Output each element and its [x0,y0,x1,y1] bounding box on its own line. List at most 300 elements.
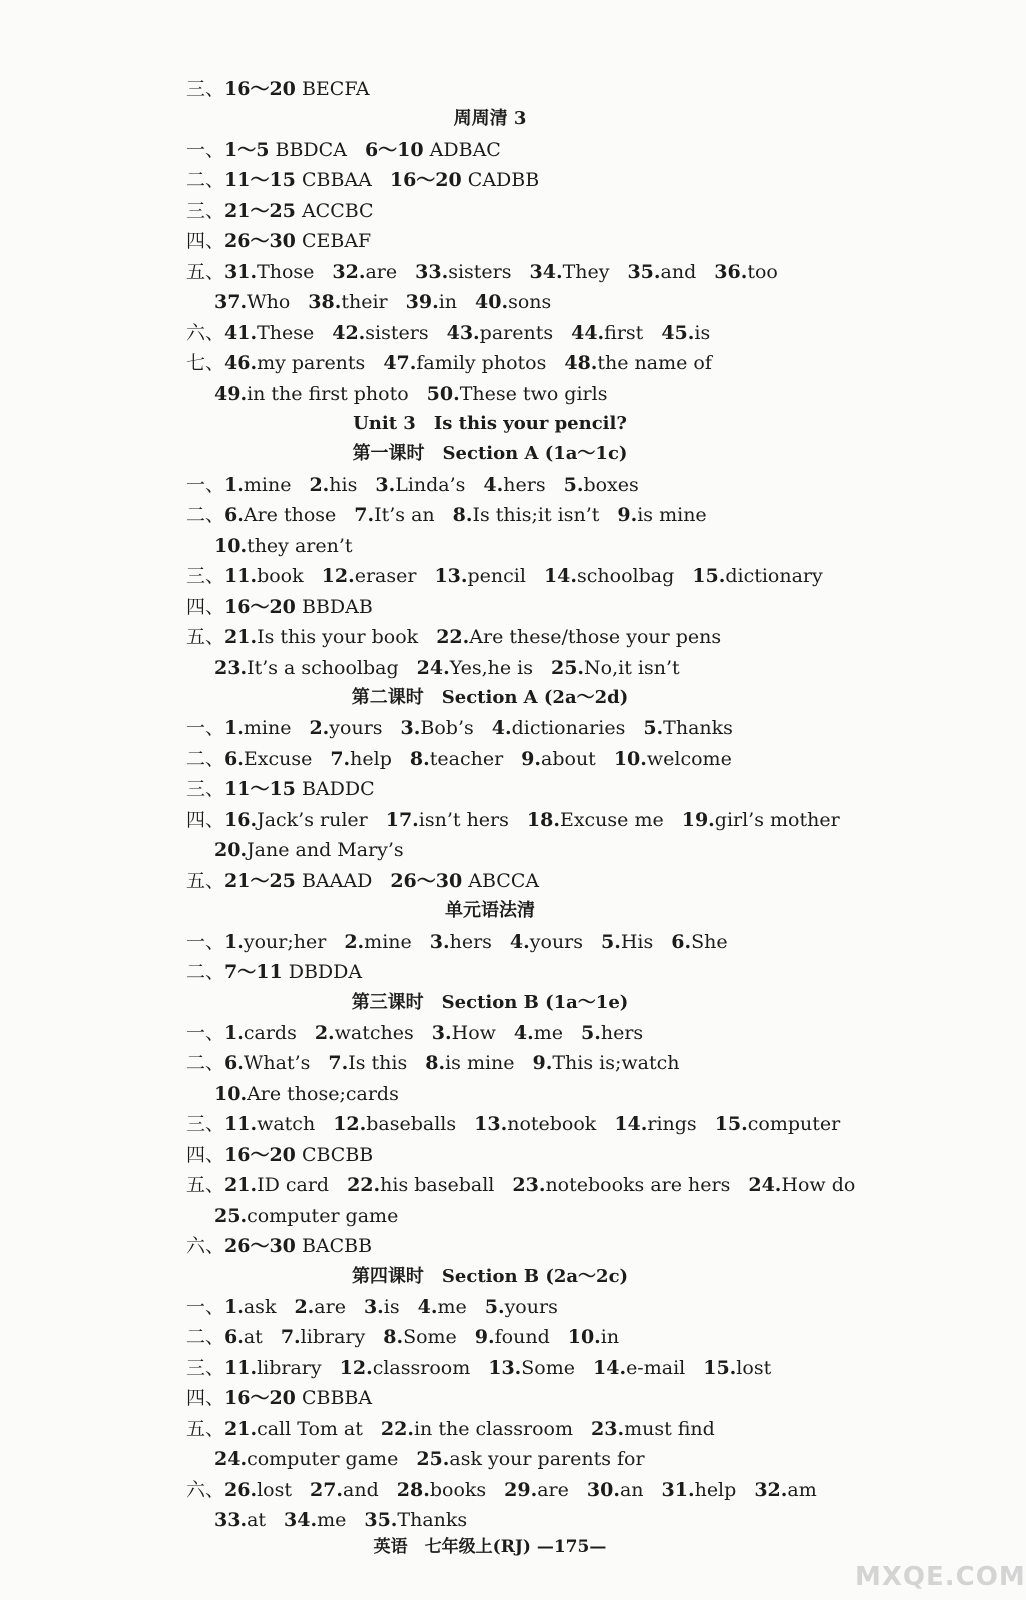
answer-text: and [660,260,697,283]
answer-text: Excuse [243,747,313,770]
question-number: 47. [383,352,417,375]
answer-item [315,1018,414,1048]
question-number: 35. [364,1509,398,1532]
question-number: 1. [224,1296,244,1318]
question-number: 1. [224,717,244,740]
answer-text: in the first photo [247,382,409,405]
question-number: 9. [617,504,638,527]
answer-text: These [257,321,315,344]
question-number: 24. [416,656,450,679]
answer-item [390,165,539,195]
answer-item [224,257,314,287]
question-number: 7. [330,747,351,770]
answer-line [186,592,391,622]
question-number: 18. [526,808,560,831]
question-number: 43. [446,321,480,344]
question-number: 33. [214,1509,248,1532]
answer-item [214,1505,266,1535]
answer-line [186,348,730,378]
answer-line-continued [214,1505,485,1535]
question-number: 22. [436,626,470,649]
question-number: 5. [581,1021,601,1044]
part-marker: 二、 [186,169,225,192]
answer-text: at [243,1326,263,1349]
answer-line [186,1383,390,1413]
answer-line [186,1018,661,1048]
answer-item [661,318,710,348]
answer-line [186,1140,391,1170]
question-number: 11～15 [224,778,296,801]
answer-text: e-mail [626,1356,686,1379]
answer-text: Thanks [663,717,733,740]
question-number: 15. [714,1113,748,1136]
answer-text: in the classroom [413,1417,574,1440]
question-number: 5. [643,717,664,740]
question-number: 49. [214,382,248,405]
answer-text: is mine [637,504,707,527]
question-number: 32. [332,260,366,283]
answer-line [186,1231,390,1261]
answer-text: hers [503,473,546,496]
answer-text: girl’s mother [714,808,840,831]
answer-text: What’s [243,1052,311,1075]
answer-item [397,1475,486,1505]
answer-item [662,1475,737,1505]
answer-item [425,1048,514,1078]
answer-item [593,1353,685,1383]
question-number: 10. [214,534,248,557]
answer-item [330,744,392,774]
answer-text: are [537,1478,569,1501]
part-marker: 三、 [186,565,225,588]
answer-item [410,744,503,774]
section-heading: Unit 3 Is this your pencil? [353,412,627,434]
answer-text: computer [747,1113,841,1136]
question-number: 4. [509,930,530,953]
answer-item [310,1475,379,1505]
answer-text: found [494,1326,550,1349]
answer-item [692,561,822,591]
answer-item [224,74,370,104]
question-number: 27. [309,1478,344,1501]
answer-line [186,500,725,530]
answer-text: CBBBA [295,1387,373,1410]
answer-text: lost [736,1356,772,1379]
answer-item [417,653,533,683]
answer-item [571,318,643,348]
question-number: 8. [452,504,473,527]
answer-item [375,470,465,500]
answer-text: notebook [507,1113,597,1136]
answer-item [617,500,706,530]
answer-line [186,622,739,652]
answer-text: is [694,321,711,344]
answer-item [224,318,314,348]
answer-item [383,348,546,378]
question-number: 4. [513,1021,534,1044]
question-number: 12. [333,1113,367,1136]
answer-item [754,1475,816,1505]
question-number: 25. [550,656,585,679]
answer-text: Linda’s [395,473,466,496]
answer-text: am [787,1478,817,1501]
section-heading: 单元语法清 [445,900,535,922]
answer-item [748,1170,855,1200]
answer-text: watches [334,1021,414,1044]
answer-text: call Tom at [257,1417,363,1440]
answer-text: Who [247,291,291,314]
answer-text: mine [364,930,412,953]
answer-item [224,805,368,835]
part-marker: 五、 [186,869,225,892]
answer-item [214,531,353,561]
answer-text: ADBAC [423,138,501,161]
answer-item [715,1109,841,1139]
question-number: 45. [661,321,695,344]
answer-line [186,805,858,835]
question-number: 26. [224,1478,258,1501]
answer-text: mine [243,717,292,740]
answer-text: ask your parents for [449,1448,645,1471]
answer-text: books [429,1478,487,1501]
answer-line [186,713,751,743]
answer-line [186,1292,576,1322]
question-number: 21～25 [224,199,296,222]
question-number: 33. [415,260,449,283]
answer-text: is [383,1296,400,1318]
answer-item [224,561,304,591]
answer-text: No,it isn’t [584,656,680,679]
question-number: 10. [214,1082,248,1105]
part-marker: 一、 [186,930,225,953]
answer-text: in [600,1326,620,1349]
answer-item [354,500,434,530]
question-number: 3. [363,1296,384,1318]
question-number: 15. [703,1356,737,1379]
answer-text: yours [504,1296,558,1318]
answer-item [432,1018,496,1048]
question-number: 42. [332,321,366,344]
question-number: 30. [586,1478,620,1501]
answer-item [294,1292,346,1322]
answer-item [533,1048,680,1078]
answer-line-continued [214,531,371,561]
answer-text: me [317,1509,347,1532]
question-number: 44. [571,321,605,344]
answer-item [333,1109,456,1139]
answer-text: How do [781,1174,856,1197]
answer-item [224,1048,310,1078]
question-number: 6. [671,930,692,953]
answer-item [492,713,626,743]
answer-item [224,744,312,774]
question-number: 1～5 [224,138,270,161]
answer-line [186,744,750,774]
answer-line [186,1109,858,1139]
answer-item [682,805,840,835]
answer-line [186,226,389,256]
answer-line [186,1322,637,1352]
answer-item [224,196,374,226]
answer-line-continued [214,1201,416,1231]
answer-text: Are these/those your pens [469,626,722,649]
question-number: 12. [339,1356,373,1379]
question-number: 16. [224,808,258,831]
question-number: 3. [400,717,421,740]
answer-item [406,287,457,317]
part-marker: 五、 [186,1174,225,1197]
question-number: 9. [521,747,542,770]
answer-item [453,500,600,530]
answer-text: Jack’s ruler [257,808,368,831]
answer-text: Some [521,1356,575,1379]
answer-item [601,927,653,957]
question-number: 6. [224,504,244,527]
question-number: 13. [474,1113,508,1136]
watermark-logo: MXQE.COM [855,1562,1026,1592]
answer-line [186,1048,697,1078]
part-marker: 五、 [186,1417,225,1440]
answer-line [186,165,557,195]
question-number: 23. [512,1174,546,1197]
question-number: 5. [563,473,584,496]
question-number: 28. [396,1478,430,1501]
answer-text: Some [403,1326,457,1349]
section-heading: 第一课时 Section A (1a～1c) [352,443,628,465]
question-number: 34. [529,260,563,283]
question-number: 5. [484,1296,505,1318]
question-number: 21. [224,1417,258,1440]
question-number: 2. [309,473,330,496]
section-heading: 第二课时 Section A (2a～2d) [351,687,629,708]
question-number: 31. [661,1478,695,1501]
part-marker: 五、 [186,626,225,649]
answer-item [415,257,511,287]
part-marker: 六、 [186,321,225,344]
answer-item [224,1140,373,1170]
question-number: 16～20 [224,595,296,618]
answer-item [224,622,418,652]
answer-item [483,470,545,500]
answer-item [365,135,501,165]
answer-item [587,1475,644,1505]
answer-item [671,927,727,957]
answer-text: my parents [257,352,366,375]
question-number: 15. [692,565,726,588]
part-marker: 四、 [186,808,225,831]
question-number: 35. [627,260,661,283]
question-number: 14. [614,1113,648,1136]
part-marker: 三、 [186,199,225,222]
answer-text: hers [449,930,492,953]
part-marker: 二、 [186,504,225,527]
question-number: 11. [224,565,258,588]
answer-item [224,1170,329,1200]
part-marker: 一、 [186,1021,225,1044]
answer-item [224,470,291,500]
answer-line [186,866,557,896]
answer-text: library [300,1326,366,1349]
question-number: 21. [224,1174,258,1197]
answer-item [214,653,399,683]
answer-text: Those [257,260,315,283]
answer-line [186,257,796,287]
question-number: 16～20 [224,1387,296,1410]
question-number: 40. [475,291,509,314]
answer-line [186,196,392,226]
answer-item [340,1353,471,1383]
question-number: 16～20 [389,169,462,192]
question-number: 16～20 [224,78,296,100]
answer-item [475,1322,550,1352]
answer-text: first [604,321,644,344]
answer-text: parents [479,321,554,344]
question-number: 17. [385,808,419,831]
answer-text: ACCBC [295,199,374,222]
question-number: 6. [224,1052,244,1075]
answer-text: These two girls [459,382,608,405]
question-number: 23. [591,1417,625,1440]
answer-text: computer game [247,1204,399,1227]
question-number: 19. [681,808,715,831]
answer-line [186,470,657,500]
question-number: 7～11 [224,961,283,984]
question-number: 24. [214,1448,248,1471]
question-number: 5. [601,930,621,953]
answer-item [390,866,539,896]
question-number: 6. [224,747,244,770]
answer-item [214,287,290,317]
answer-text: How [451,1021,496,1044]
part-marker: 七、 [186,352,225,375]
answer-item [224,1322,263,1352]
answer-line [186,74,388,104]
answer-item [214,1079,399,1109]
part-marker: 三、 [186,778,225,801]
answer-item [224,226,371,256]
part-marker: 六、 [186,1478,225,1501]
answer-item [714,257,778,287]
answer-line-continued [214,653,698,683]
answer-text: are [365,260,398,283]
answer-item [504,1475,569,1505]
answer-item [521,744,596,774]
answer-text: Are those [243,504,337,527]
answer-line [186,1170,873,1200]
question-number: 31. [224,260,258,283]
answer-item [434,561,526,591]
section-heading: 周周清 3 [453,108,527,130]
answer-text: boxes [583,473,639,496]
answer-line [186,1353,789,1383]
answer-text: their [341,291,388,314]
answer-text: sisters [448,260,512,283]
answer-text: mine [243,473,292,496]
page-footer: 英语 七年级上(RJ) —175— [373,1537,607,1557]
answer-text: Bob’s [420,717,474,740]
question-number: 1. [224,473,244,496]
part-marker: 二、 [186,961,225,984]
answer-line [186,927,746,957]
answer-text: Excuse me [559,808,664,831]
answer-item [214,835,404,865]
answer-item [224,1353,322,1383]
answer-line [186,318,728,348]
answer-item [485,1292,558,1322]
answer-item [527,805,664,835]
answer-item [224,1475,292,1505]
answer-item [364,1505,467,1535]
question-number: 3. [431,1021,452,1044]
part-marker: 五、 [186,260,225,283]
answer-text: Are those;cards [247,1082,399,1105]
answer-text: baseballs [366,1113,457,1136]
question-number: 23. [214,656,248,679]
answer-text: his [329,473,358,496]
question-number: 14. [543,565,578,588]
answer-item [344,927,411,957]
part-marker: 一、 [186,1296,225,1318]
section-heading: 第三课时 Section B (1a～1e) [351,991,629,1013]
answer-item [383,1322,457,1352]
part-marker: 六、 [186,1235,225,1258]
answer-line-continued [214,1444,663,1474]
question-number: 4. [491,717,512,740]
answer-text: computer game [247,1448,399,1471]
part-marker: 一、 [186,717,225,740]
question-number: 2. [314,1021,335,1044]
answer-item [224,348,365,378]
answer-text: classroom [372,1356,471,1379]
answer-item [224,1292,276,1322]
answer-item [544,561,674,591]
answer-text: watch [257,1113,316,1136]
answer-item [514,1018,563,1048]
answer-item [418,1292,467,1322]
answer-item [401,713,474,743]
part-marker: 四、 [186,1143,225,1166]
answer-text: his baseball [380,1174,495,1197]
answer-item [591,1414,715,1444]
question-number: 4. [483,473,504,496]
answer-item [386,805,509,835]
answer-text: CBCBB [295,1143,374,1166]
question-number: 26～30 [224,1235,296,1258]
answer-item [284,1505,346,1535]
answer-item [224,1383,372,1413]
answer-item [430,927,492,957]
answer-text: about [541,747,596,770]
answer-item [281,1322,365,1352]
answer-item [551,653,680,683]
answer-text: yours [329,717,383,740]
answer-text: at [247,1509,267,1532]
answer-text: Is this [348,1052,408,1075]
answer-text: sons [508,291,552,314]
answer-item [214,379,409,409]
question-number: 4. [417,1296,438,1318]
answer-text: BBDAB [295,595,373,618]
answer-text: your;her [243,930,327,953]
answer-item [614,1109,696,1139]
answer-line-continued [214,287,569,317]
question-number: 37. [214,291,248,314]
answer-item [564,348,712,378]
question-number: 22. [380,1417,414,1440]
answer-text: CBBAA [295,169,372,192]
question-number: 1. [224,1021,244,1044]
answer-text: me [533,1021,564,1044]
